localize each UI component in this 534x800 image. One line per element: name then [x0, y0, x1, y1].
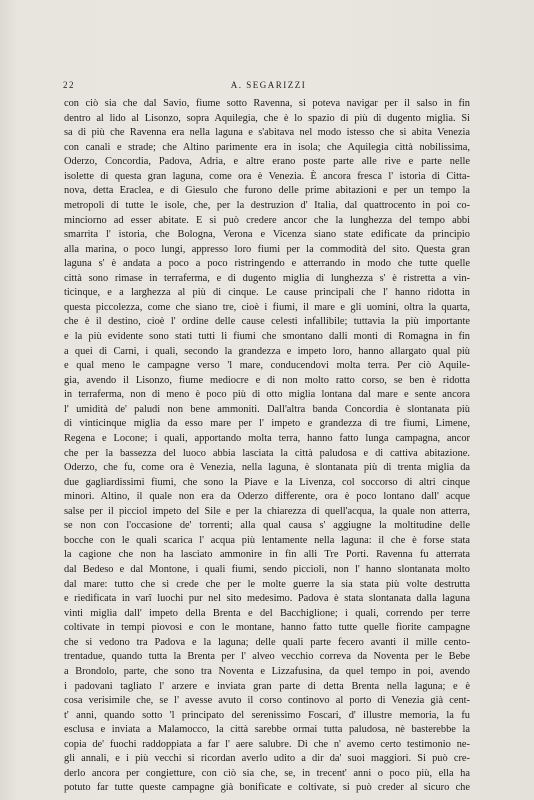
- text-line: in terraferma, non di meno è poco più di otto miglia lontana dal mare e sente ancora: [64, 389, 470, 401]
- text-line: minciorno ad esser abitate. E si può credere ancor che la lunghezza del tempo abbi: [64, 214, 470, 226]
- text-line: che si vedono tra Padova e la laguna; delle quali parte fecero avanti il mille cento-: [64, 636, 470, 648]
- text-line: che è il destino, cioè l' ordine delle cause celesti infallibile; tuttavia la più importante: [64, 316, 470, 328]
- text-line: a Brondolo, parte, che sono tra Noventa e Lizzafusina, da quel tempo in poi, avendo: [64, 665, 470, 677]
- text-line: coltivate in tempi piovosi e con le montane, hanno fatto tutte quelle fiorite campagne: [64, 622, 470, 634]
- text-line: salse per il picciol impeto del Sile e per la chiarezza di quell'acqua, la quale non atterra,: [64, 505, 470, 517]
- text-line: derlo ancora per congietture, con ciò sia che, se, in trecent' anni o poco più, ella ha: [64, 767, 470, 779]
- text-line: metropoli di tutte le isole, che, per la destruzion d' Italia, dal quattrocento in poi co-: [64, 199, 470, 211]
- body-text: [64, 97, 470, 796]
- text-line: nova, detta Eraclea, e di Giesulo che furono delle prime abitazioni e per un tempo la: [64, 185, 470, 197]
- text-line: con canali e strade; che Altino parimente era in isola; che Aquilegia città nobilissima,: [64, 141, 470, 153]
- text-line: bocche con le quali scarica l' acqua più lentamente nella laguna: il che è forse stata: [64, 534, 470, 546]
- text-line: la cagione che non ha lasciato ammonire in fin alli Tre Porti. Ravenna fu atterrata: [64, 549, 470, 561]
- text-line: sa di più che Ravenna era nella laguna e s'abitava nel modo istesso che si abita Venezia: [64, 127, 470, 139]
- text-line: smarrita l' istoria, che Bologna, Verona e Vicenza siano state edificate da principio: [64, 229, 470, 241]
- text-line: copia de' fuochi raddoppiata a far l' aere salubre. Di che n' avemo certo testimonio ne-: [64, 738, 470, 750]
- text-line: Oderzo, che fu, come ora è Venezia, nella laguna, è slontanata più di trenta miglia da: [64, 462, 470, 474]
- text-line: se non con l'occasione de' torrenti; alla qual causa s' aggiugne la moltitudine delle: [64, 520, 470, 532]
- text-line: questa piccolezza, come che siano tre, cioè i fiumi, il mare e gli uomini, oltra la quarta,: [64, 301, 470, 313]
- text-line: e qual meno le campagne verso 'l mare, conducendovi molta terra. Per ciò Aquile-: [64, 360, 470, 372]
- running-head: A. SEGARIZZI: [230, 80, 307, 90]
- text-line: Regena e Locone; i quali, apportando molta terra, hanno fatto lunga campagna, ancor: [64, 432, 470, 444]
- text-line: i padovani tagliato l' arzere e inviata gran parte di detta Brenta nella laguna; e è: [64, 680, 470, 692]
- text-line: ticinque, e a larghezza al più di cinque. Le cause principali che l' hanno ridotta in: [64, 287, 470, 299]
- text-line: t' anni, quando sotto 'l principato del serenissimo Foscari, d' illustre memoria, la fu: [64, 709, 470, 721]
- text-line: dal Bedeso e dal Montone, i quali fiumi, sendo piccioli, non l' hanno slontanata molto: [64, 564, 470, 575]
- text-line: isolette di questa gran laguna, come ora è Venezia. È ancora fresca l' istoria di Citta-: [64, 170, 470, 182]
- text-line: che per la bassezza del luoco abbia lasciata la città paludosa e di cattiva abitazione.: [64, 447, 470, 459]
- text-line: minori. Altino, il quale non era da Oderzo differente, ora è poco lontano dall' acque: [64, 491, 470, 503]
- text-line: di vinticinque miglia da esso mare per l' impeto e grandezza di tre fiumi, Limene,: [64, 418, 470, 430]
- text-line: alla marina, o poco lungi, appresso loro fiumi per la commodità del sito. Questa gran: [64, 243, 470, 255]
- text-line: città sono rimase in terraferma, e di dugento miglia di lunghezza s' è ristretta a vin-: [64, 272, 470, 284]
- text-line: potuto far tutte queste campagne già bonificate e coltivate, si può creder al sicuro che: [64, 782, 470, 794]
- text-line: dal mare: tutto che si crede che per le molte guerre la sia stata più volte destrutta: [64, 578, 470, 590]
- text-line: Oderzo, Concordia, Padova, Adria, e altre erano poste parte alle rive e parte nelle: [64, 156, 470, 168]
- text-line: l' umidità de' paludi non bene ammoniti. Dall'altra banda Concordia è slontanata più: [64, 403, 470, 415]
- page-number: 22: [63, 80, 75, 90]
- text-line: con ciò sia che dal Savio, fiume sotto Ravenna, si poteva navigar per il salso in fin: [64, 98, 470, 109]
- text-line: gli annali, e i più vecchi si ricordan averlo udito a dir da' suoi maggiori. Si può cre-: [64, 753, 470, 765]
- text-line: vinti miglia dall' impeto della Brenta e del Bacchiglione; i quali, correndo per terre: [64, 607, 470, 619]
- text-line: trentadue, quando tutta la Brenta per l' alveo vecchio correva da Noventa per le Bebe: [64, 651, 470, 663]
- text-line: due gagliardissimi fiumi, che sono la Piave e la Livenza, col soccorso di altri cinque: [64, 476, 470, 488]
- page-header: [63, 80, 474, 94]
- text-line: laguna s' è andata a poco a poco ristringendo e atterrando in modo che tutte quelle: [64, 258, 470, 270]
- text-line: esclusa e inviata a Malamocco, la città sarebbe ormai tutta paludosa, nè basterebbe la: [64, 724, 470, 736]
- text-line: e riedificata in varî luochi pur nel sito medesimo. Padova è stata slontanata dalla laguna: [64, 593, 470, 605]
- text-line: gia, avendo il Lisonzo, fiume mediocre e di non molto ratto corso, se ben è ridotta: [64, 374, 470, 386]
- text-line: dentro al lido al Lisonzo, sopra Aquilegia, che è lo spazio di più di dugento miglia. Si: [64, 112, 470, 124]
- text-line: e la più evidente sono stati tutti li fiumi che smontano dalli monti di Romagna in fin: [64, 331, 470, 342]
- text-line: a quei di Carni, i quali, secondo la grandezza e impeto loro, hanno allargato qual più: [64, 345, 470, 357]
- text-line: cosa verisimile che, se l' avesse avuto il corso continovo al porto di Venezia già cent-: [64, 695, 470, 707]
